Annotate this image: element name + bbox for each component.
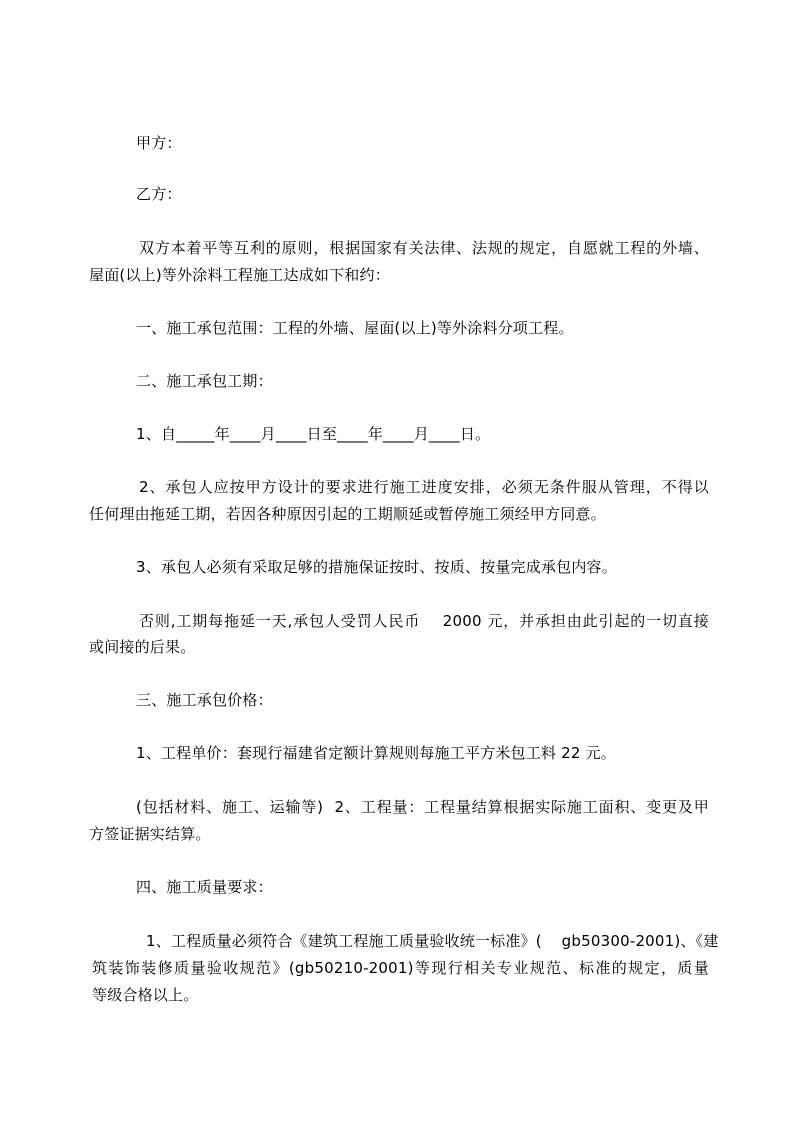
section-1-scope: 一、施工承包范围：工程的外墙、屋面(以上)等外涂料分项工程。: [136, 319, 574, 337]
section-2-penalty-line-1: 否则,工期每拖延一天,承包人受罚人民币 2000 元，并承担由此引起的一切直接: [139, 612, 709, 630]
party-b-label: 乙方：: [136, 185, 182, 203]
section-4-item-1-line-1: 1、工程质量必须符合《建筑工程施工质量验收统一标准》( gb50300-2001)、《建: [146, 932, 719, 950]
section-3-title: 三、施工承包价格：: [136, 691, 273, 709]
section-4-title: 四、施工质量要求：: [136, 878, 273, 896]
intro-paragraph-line-1: 双方本着平等互利的原则，根据国家有关法律、法规的规定，自愿就工程的外墙、: [139, 239, 709, 257]
section-2-item-2-line-2: 任何理由拖延工期，若因各种原因引起的工期顺延或暂停施工须经甲方同意。: [89, 505, 606, 523]
section-2-item-3: 3、承包人必须有采取足够的措施保证按时、按质、按量完成承包内容。: [136, 558, 617, 576]
section-2-penalty-line-2: 或间接的后果。: [89, 638, 196, 656]
section-2-item-2-line-1: 2、承包人应按甲方设计的要求进行施工进度安排，必须无条件服从管理，不得以: [139, 478, 709, 496]
intro-paragraph-line-2: 屋面(以上)等外涂料工程施工达成如下和约：: [89, 266, 390, 284]
section-4-item-1-line-2: 筑装饰装修质量验收规范》(gb50210-2001)等现行相关专业规范、标准的规定，质量: [92, 959, 709, 977]
section-2-title: 二、施工承包工期：: [136, 372, 273, 390]
party-a-label: 甲方：: [136, 134, 182, 152]
section-3-item-2-line-1: (包括材料、施工、运输等) 2、工程量：工程量结算根据实际施工面积、变更及甲: [136, 798, 709, 816]
section-4-item-1-line-3: 等级合格以上。: [92, 986, 199, 1004]
section-3-item-2-line-2: 方签证据实结算。: [89, 825, 211, 843]
section-3-item-1-unit-price: 1、工程单价：套现行福建省定额计算规则每施工平方米包工料 22 元。: [136, 744, 616, 762]
section-2-item-1-dates: 1、自_____年____月____日至____年____月____日。: [136, 425, 491, 443]
